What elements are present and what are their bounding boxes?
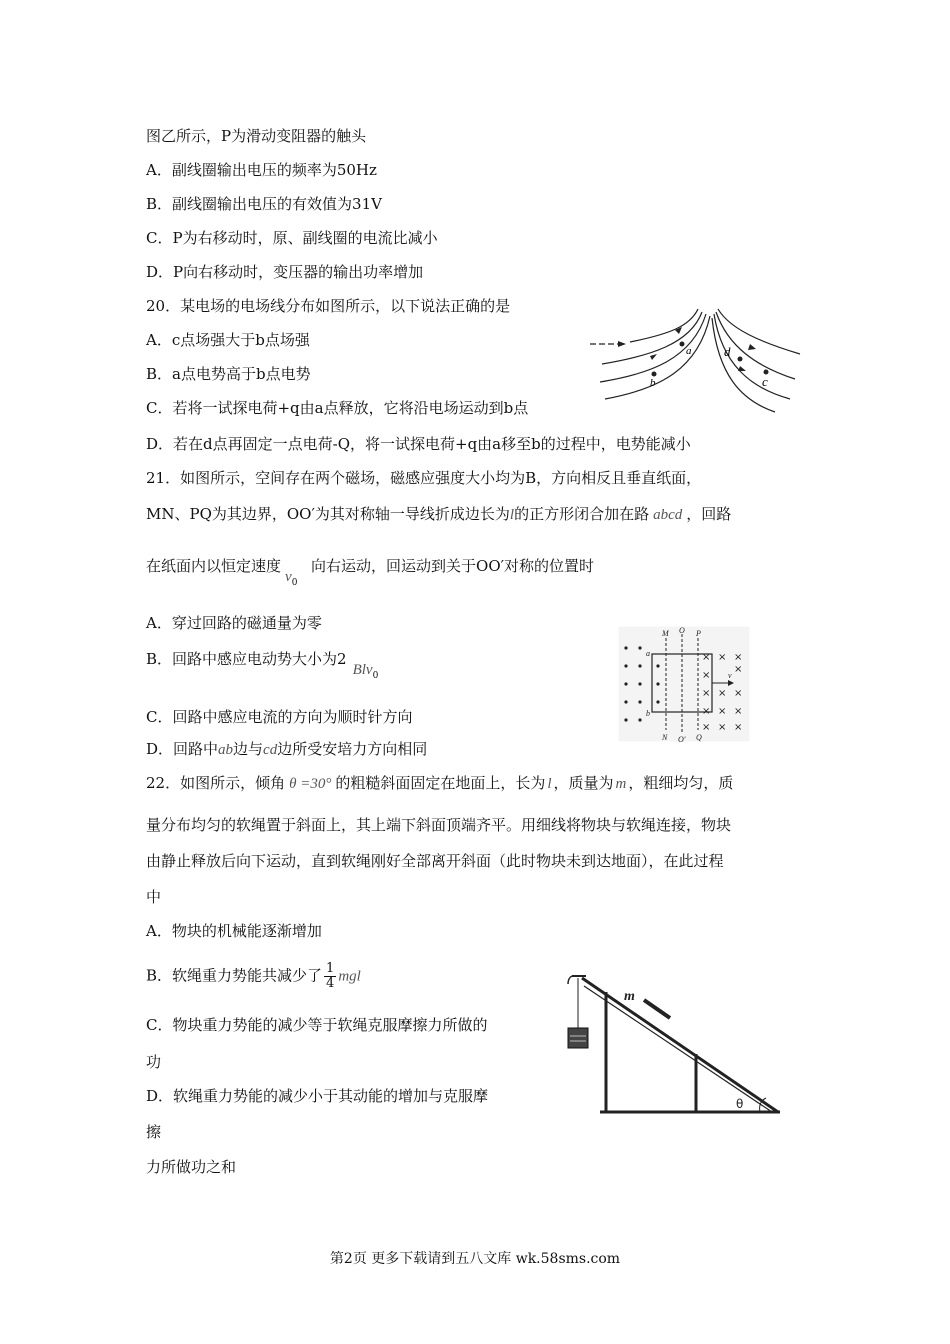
svg-text:×: × (718, 706, 727, 717)
q19-option-c: C．P为右移动时，原、副线圈的电流比减小 (146, 229, 438, 247)
math-blv-sub: 0 (372, 671, 379, 681)
electric-field-figure (590, 304, 810, 414)
svg-text:×: × (734, 652, 743, 663)
field-label-b: b (650, 377, 656, 389)
q22-stem-1d: ，粗细均匀，质 (628, 774, 734, 792)
magnetic-field-figure (618, 626, 750, 742)
math-mgl: mgl (338, 968, 361, 985)
svg-text:×: × (702, 706, 711, 717)
math-v: v (285, 569, 292, 585)
svg-text:×: × (718, 722, 727, 733)
q21-stem-3 (146, 556, 595, 588)
q21-option-b (146, 649, 379, 681)
q20-option-a: A．c点场强大于b点场强 (146, 331, 310, 349)
math-ab: ab (218, 742, 234, 758)
math-theta: θ =30° (289, 776, 332, 792)
math-blv: Blv (352, 662, 373, 678)
field-label-a: a (686, 345, 692, 357)
mag-label-b: b (646, 709, 650, 718)
svg-text:×: × (734, 706, 743, 717)
fraction-one-quarter (324, 962, 336, 991)
math-v-sub: 0 (291, 578, 298, 588)
q21-option-d-a: D．回路中 (146, 740, 219, 758)
math-cd: cd (263, 742, 278, 758)
math-l: l (509, 507, 515, 523)
q22-option-c-2: 功 (146, 1053, 162, 1071)
field-label-c: c (762, 374, 768, 389)
q20-option-d: D．若在d点再固定一点电荷-Q，将一试探电荷+q由a移至b的过程中，电势能减小 (146, 435, 691, 453)
q19-option-d: D．P向右移动时，变压器的输出功率增加 (146, 263, 424, 281)
q20-option-b: B．a点电势高于b点电势 (146, 365, 311, 383)
svg-text:×: × (734, 664, 743, 675)
page-footer: 第2页 更多下载请到五八文库 wk.58sms.com (329, 1251, 621, 1267)
q22-stem-1a: 22．如图所示，倾角 (146, 774, 286, 792)
mag-label-Q: Q (696, 733, 702, 742)
q21-option-d-b: 边与 (233, 740, 264, 758)
q22-stem-1 (146, 773, 733, 794)
mag-label-O: O (679, 626, 685, 635)
svg-text:×: × (734, 688, 743, 699)
mag-label-P: P (696, 629, 701, 638)
svg-text:×: × (702, 652, 711, 663)
q21-stem-2b: 的正方形闭合加在路 (514, 505, 650, 523)
q22-stem-4: 中 (146, 888, 162, 906)
q21-stem-2c: ，回路 (686, 505, 732, 523)
incline-figure (560, 970, 782, 1118)
q21-option-a: A．穿过回路的磁通量为零 (146, 614, 322, 632)
q22-option-b-text: B．软绳重力势能共减少了 (146, 966, 323, 985)
q21-stem-3a: 在纸面内以恒定速度 (146, 557, 282, 575)
svg-text:×: × (718, 652, 727, 663)
q21-stem-1: 21．如图所示，空间存在两个磁场，磁感应强度大小均为B，方向相反且垂直纸面， (146, 469, 702, 487)
mag-label-v: v (728, 671, 732, 680)
q19-option-b: B．副线圈输出电压的有效值为31V (146, 195, 382, 213)
q22-option-b (146, 962, 361, 991)
math-abcd: abcd (653, 507, 683, 523)
q20-stem: 20．某电场的电场线分布如图所示，以下说法正确的是 (146, 297, 511, 315)
incline-label-theta: θ (736, 1097, 744, 1111)
svg-text:×: × (702, 722, 711, 733)
svg-text:×: × (702, 688, 711, 699)
svg-text:×: × (718, 688, 727, 699)
q22-option-d-1: D．软绳重力势能的减少小于其动能的增加与克服摩 (146, 1087, 489, 1105)
fraction-denominator: 4 (326, 976, 335, 991)
q21-option-d (146, 739, 427, 760)
q22-stem-1b: 的粗糙斜面固定在地面上，长为 (335, 774, 546, 792)
fraction-numerator: 1 (326, 961, 335, 976)
q20-option-c: C．若将一试探电荷+q由a点释放，它将沿电场运动到b点 (146, 399, 529, 417)
mag-label-M: M (662, 629, 669, 638)
q21-stem-2 (146, 504, 731, 525)
svg-text:×: × (734, 722, 743, 733)
incline-label-m: m (624, 989, 635, 1004)
svg-text:×: × (702, 670, 711, 681)
math-l-2: l (547, 776, 552, 792)
q21-stem-2a: MN、PQ为其边界，OO′为其对称轴一导线折成边长为 (146, 505, 510, 523)
q22-stem-3: 由静止释放后向下运动，直到软绳刚好全部离开斜面（此时物块未到达地面），在此过程 (146, 852, 724, 870)
q21-stem-3b: 向右运动，回运动到关于OO′对称的位置时 (311, 557, 595, 575)
q22-option-c-1: C．物块重力势能的减少等于软绳克服摩擦力所做的 (146, 1016, 488, 1034)
q21-option-b-text: B．回路中感应电动势大小为2 (146, 650, 347, 668)
q22-option-d-2: 擦 (146, 1123, 162, 1141)
mag-label-N: N (662, 733, 668, 742)
q22-option-a: A．物块的机械能逐渐增加 (146, 922, 322, 940)
math-m: m (615, 776, 627, 792)
mag-label-a: a (646, 649, 650, 658)
q22-stem-1c: ，质量为 (553, 774, 614, 792)
intro-line: 图乙所示，P为滑动变阻器的触头 (146, 127, 367, 145)
q19-option-a: A．副线圈输出电压的频率为50Hz (146, 161, 377, 179)
q22-stem-2: 量分布均匀的软绳置于斜面上，其上端下斜面顶端齐平。用细线将物块与软绳连接，物块 (146, 816, 732, 834)
mag-label-O2: O′ (678, 735, 686, 742)
q22-option-d-3: 力所做功之和 (146, 1158, 237, 1176)
field-label-d: d (724, 344, 731, 359)
q21-option-c: C．回路中感应电流的方向为顺时针方向 (146, 708, 413, 726)
q21-option-d-c: 边所受安培力方向相同 (277, 740, 428, 758)
